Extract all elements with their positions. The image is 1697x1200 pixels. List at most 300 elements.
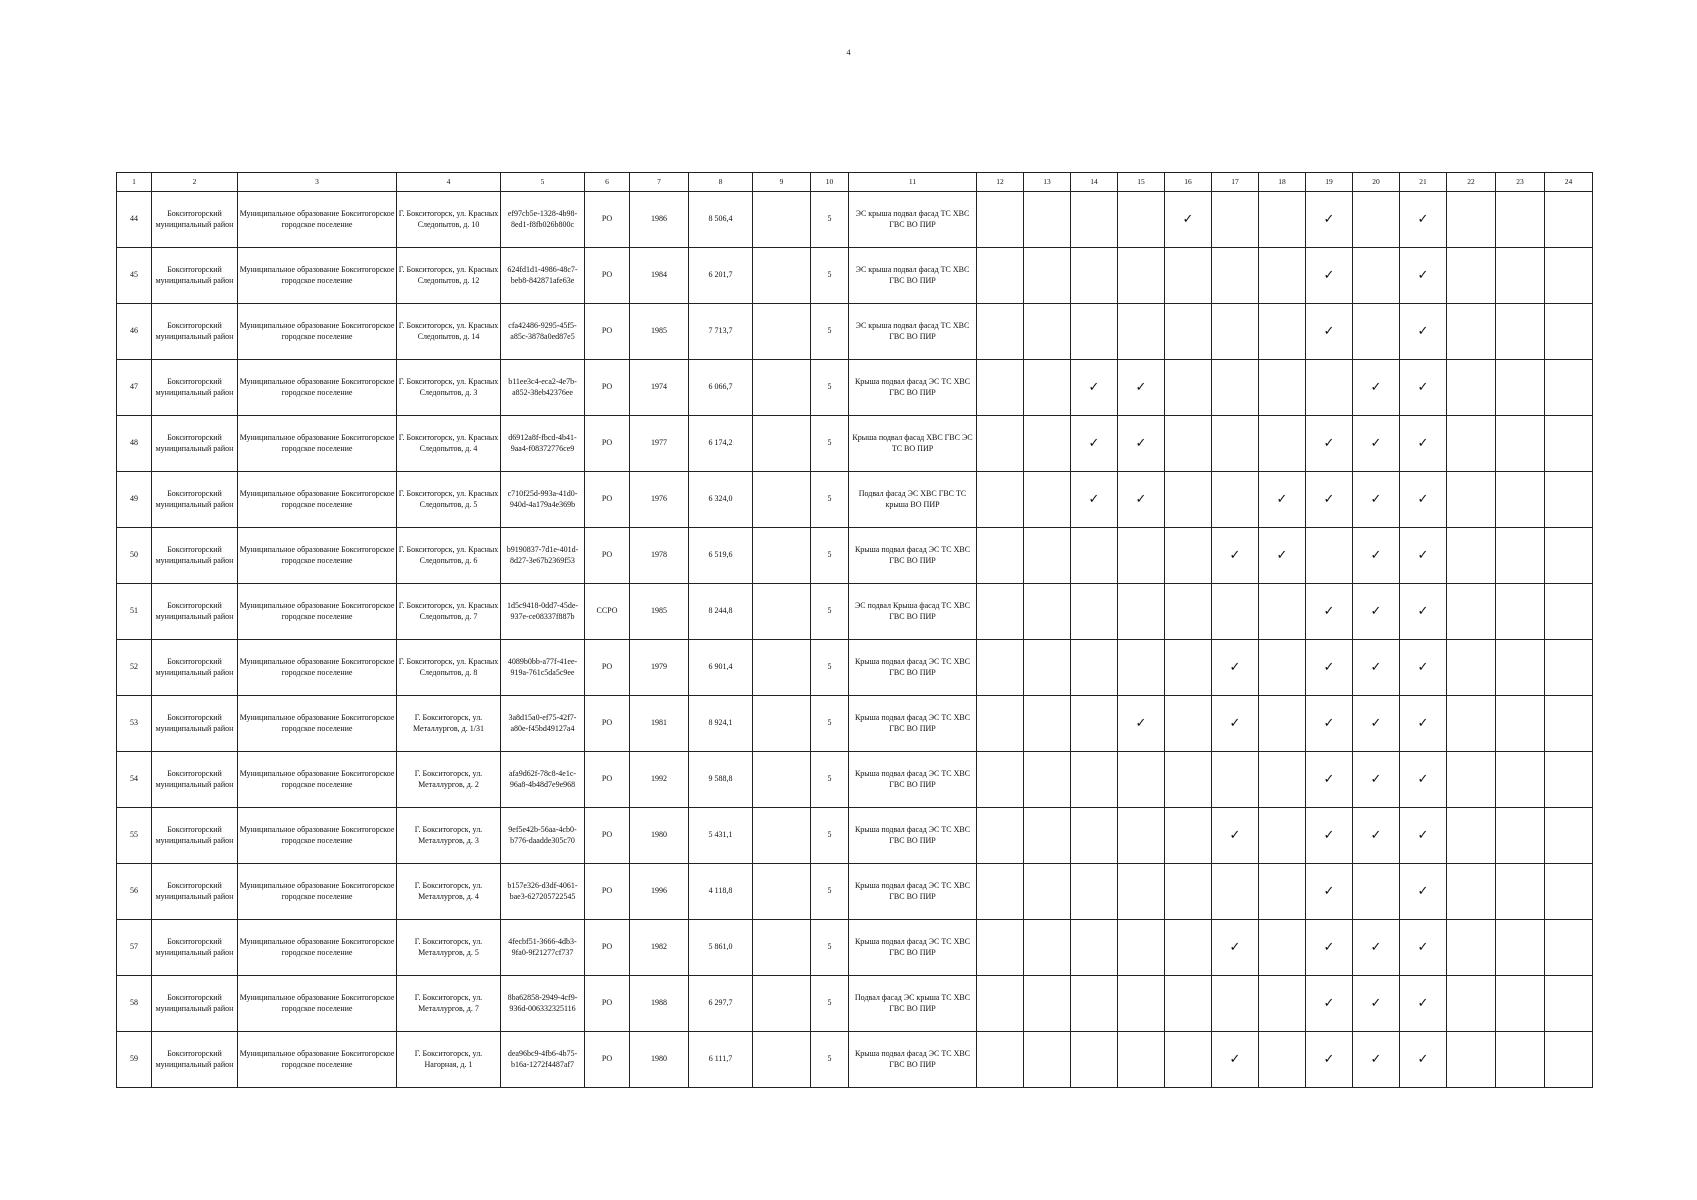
municipality-cell: Муниципальное образование Бокситогорское городское поселение <box>238 472 397 528</box>
check-cell-col-13 <box>1024 248 1071 304</box>
table-row <box>117 696 1593 752</box>
year-cell: 1974 <box>630 360 689 416</box>
check-cell-col-12 <box>977 360 1024 416</box>
check-cell-col-15 <box>1118 808 1165 864</box>
year-cell: 1979 <box>630 640 689 696</box>
check-cell-col-18 <box>1259 416 1306 472</box>
check-cell-col-18 <box>1259 976 1306 1032</box>
check-cell-col-22 <box>1447 696 1496 752</box>
works-cell: Подвал фасад ЭС крыша ТС ХВС ГВС ВО ПИР <box>849 976 977 1032</box>
check-mark-icon: ✓ <box>1323 435 1335 451</box>
check-cell-col-21 <box>1400 640 1447 696</box>
check-cell-col-19 <box>1306 752 1353 808</box>
check-mark-icon: ✓ <box>1229 827 1241 843</box>
check-cell-col-16 <box>1165 248 1212 304</box>
check-mark-icon: ✓ <box>1323 603 1335 619</box>
program-type-cell: РО <box>585 192 630 248</box>
check-cell-col-16 <box>1165 304 1212 360</box>
check-cell-col-16 <box>1165 528 1212 584</box>
works-cell: Крыша подвал фасад ЭС ТС ХВС ГВС ВО ПИР <box>849 864 977 920</box>
check-cell-col-21 <box>1400 192 1447 248</box>
check-cell-col-18 <box>1259 304 1306 360</box>
table-row <box>117 808 1593 864</box>
municipality-cell: Муниципальное образование Бокситогорское городское поселение <box>238 304 397 360</box>
check-mark-icon: ✓ <box>1370 659 1382 675</box>
check-cell-col-12 <box>977 696 1024 752</box>
address-cell: Г. Бокситогорск, ул. Красных Следопытов, д. 7 <box>397 584 501 640</box>
check-cell-col-19 <box>1306 584 1353 640</box>
district-cell: Бокситогорский муниципальный район <box>152 752 238 808</box>
check-cell-col-14 <box>1071 528 1118 584</box>
building-code-cell: d6912a8f-fbcd-4b41-9aa4-f08372776ce9 <box>501 416 585 472</box>
check-cell-col-13 <box>1024 808 1071 864</box>
check-cell-col-13 <box>1024 752 1071 808</box>
check-cell-col-13 <box>1024 528 1071 584</box>
check-cell-col-23 <box>1496 920 1545 976</box>
floors-cell: 5 <box>811 976 849 1032</box>
check-cell-col-14 <box>1071 696 1118 752</box>
year-cell: 1988 <box>630 976 689 1032</box>
check-cell-col-14 <box>1071 976 1118 1032</box>
column-header-8: 8 <box>689 173 753 192</box>
check-cell-col-16 <box>1165 976 1212 1032</box>
check-cell-col-19 <box>1306 472 1353 528</box>
district-cell: Бокситогорский муниципальный район <box>152 640 238 696</box>
floors-cell: 5 <box>811 304 849 360</box>
column-header-11: 11 <box>849 173 977 192</box>
check-cell-col-15 <box>1118 920 1165 976</box>
check-cell-col-18 <box>1259 752 1306 808</box>
municipality-cell: Муниципальное образование Бокситогорское городское поселение <box>238 248 397 304</box>
column-9-cell <box>753 304 811 360</box>
row-number-cell: 46 <box>117 304 152 360</box>
check-cell-col-14 <box>1071 304 1118 360</box>
check-cell-col-16 <box>1165 920 1212 976</box>
year-cell: 1984 <box>630 248 689 304</box>
works-cell: ЭС подвал Крыша фасад ТС ХВС ГВС ВО ПИР <box>849 584 977 640</box>
check-cell-col-17 <box>1212 192 1259 248</box>
address-cell: Г. Бокситогорск, ул. Красных Следопытов, д. 14 <box>397 304 501 360</box>
check-cell-col-22 <box>1447 528 1496 584</box>
check-cell-col-12 <box>977 864 1024 920</box>
column-header-1: 1 <box>117 173 152 192</box>
check-cell-col-13 <box>1024 640 1071 696</box>
check-cell-col-19 <box>1306 864 1353 920</box>
address-cell: Г. Бокситогорск, ул. Красных Следопытов, д. 10 <box>397 192 501 248</box>
district-cell: Бокситогорский муниципальный район <box>152 472 238 528</box>
check-cell-col-21 <box>1400 248 1447 304</box>
building-code-cell: 9ef5e42b-56aa-4cb0-b776-daadde305c70 <box>501 808 585 864</box>
check-cell-col-15 <box>1118 360 1165 416</box>
check-mark-icon: ✓ <box>1417 827 1429 843</box>
check-cell-col-21 <box>1400 584 1447 640</box>
check-mark-icon: ✓ <box>1135 715 1147 731</box>
works-cell: Крыша подвал фасад ЭС ТС ХВС ГВС ВО ПИР <box>849 696 977 752</box>
check-cell-col-23 <box>1496 416 1545 472</box>
check-mark-icon: ✓ <box>1370 715 1382 731</box>
year-cell: 1980 <box>630 808 689 864</box>
building-code-cell: b157e326-d3df-4061-bae3-627205722545 <box>501 864 585 920</box>
building-code-cell: cfa42486-9295-45f5-a85c-3878a0ed87e5 <box>501 304 585 360</box>
check-cell-col-19 <box>1306 976 1353 1032</box>
check-cell-col-20 <box>1353 1032 1400 1088</box>
municipality-cell: Муниципальное образование Бокситогорское городское поселение <box>238 360 397 416</box>
floors-cell: 5 <box>811 752 849 808</box>
check-cell-col-13 <box>1024 1032 1071 1088</box>
check-cell-col-24 <box>1545 472 1593 528</box>
column-9-cell <box>753 584 811 640</box>
check-cell-col-17 <box>1212 696 1259 752</box>
check-mark-icon: ✓ <box>1417 883 1429 899</box>
program-type-cell: РО <box>585 976 630 1032</box>
municipality-cell: Муниципальное образование Бокситогорское городское поселение <box>238 976 397 1032</box>
check-cell-col-20 <box>1353 976 1400 1032</box>
address-cell: Г. Бокситогорск, ул. Красных Следопытов, д. 12 <box>397 248 501 304</box>
area-cell: 5 861,0 <box>689 920 753 976</box>
address-cell: Г. Бокситогорск, ул. Металлургов, д. 1/31 <box>397 696 501 752</box>
check-cell-col-23 <box>1496 696 1545 752</box>
works-cell: Крыша подвал фасад ЭС ТС ХВС ГВС ВО ПИР <box>849 752 977 808</box>
check-cell-col-19 <box>1306 304 1353 360</box>
check-mark-icon: ✓ <box>1182 211 1194 227</box>
municipality-cell: Муниципальное образование Бокситогорское городское поселение <box>238 808 397 864</box>
year-cell: 1996 <box>630 864 689 920</box>
check-cell-col-16 <box>1165 584 1212 640</box>
column-9-cell <box>753 528 811 584</box>
program-type-cell: РО <box>585 696 630 752</box>
row-number-cell: 57 <box>117 920 152 976</box>
floors-cell: 5 <box>811 1032 849 1088</box>
program-type-cell: РО <box>585 528 630 584</box>
check-cell-col-16 <box>1165 416 1212 472</box>
check-cell-col-15 <box>1118 1032 1165 1088</box>
check-cell-col-21 <box>1400 416 1447 472</box>
municipality-cell: Муниципальное образование Бокситогорское городское поселение <box>238 640 397 696</box>
floors-cell: 5 <box>811 416 849 472</box>
address-cell: Г. Бокситогорск, ул. Красных Следопытов, д. 8 <box>397 640 501 696</box>
check-cell-col-20 <box>1353 248 1400 304</box>
municipality-cell: Муниципальное образование Бокситогорское городское поселение <box>238 752 397 808</box>
program-type-cell: РО <box>585 248 630 304</box>
check-cell-col-22 <box>1447 640 1496 696</box>
check-cell-col-13 <box>1024 360 1071 416</box>
check-mark-icon: ✓ <box>1417 1051 1429 1067</box>
check-cell-col-12 <box>977 640 1024 696</box>
check-cell-col-13 <box>1024 696 1071 752</box>
building-code-cell: 4089b0bb-a77f-41ee-919a-761c5da5c9ee <box>501 640 585 696</box>
check-cell-col-14 <box>1071 360 1118 416</box>
check-mark-icon: ✓ <box>1229 1051 1241 1067</box>
check-cell-col-23 <box>1496 304 1545 360</box>
row-number-cell: 59 <box>117 1032 152 1088</box>
check-cell-col-22 <box>1447 360 1496 416</box>
check-mark-icon: ✓ <box>1417 211 1429 227</box>
check-cell-col-17 <box>1212 528 1259 584</box>
table-row <box>117 248 1593 304</box>
check-cell-col-12 <box>977 192 1024 248</box>
check-cell-col-12 <box>977 976 1024 1032</box>
check-mark-icon: ✓ <box>1417 939 1429 955</box>
program-type-cell: РО <box>585 752 630 808</box>
check-cell-col-20 <box>1353 640 1400 696</box>
check-mark-icon: ✓ <box>1088 491 1100 507</box>
works-cell: Крыша подвал фасад ЭС ТС ХВС ГВС ВО ПИР <box>849 360 977 416</box>
works-cell: Крыша подвал фасад ЭС ТС ХВС ГВС ВО ПИР <box>849 920 977 976</box>
building-code-cell: afa9d62f-78c8-4e1c-96a8-4b48d7e9e968 <box>501 752 585 808</box>
address-cell: Г. Бокситогорск, ул. Металлургов, д. 3 <box>397 808 501 864</box>
district-cell: Бокситогорский муниципальный район <box>152 304 238 360</box>
floors-cell: 5 <box>811 472 849 528</box>
table-row <box>117 304 1593 360</box>
floors-cell: 5 <box>811 864 849 920</box>
column-9-cell <box>753 360 811 416</box>
district-cell: Бокситогорский муниципальный район <box>152 976 238 1032</box>
check-mark-icon: ✓ <box>1229 547 1241 563</box>
municipality-cell: Муниципальное образование Бокситогорское городское поселение <box>238 696 397 752</box>
check-cell-col-14 <box>1071 864 1118 920</box>
municipality-cell: Муниципальное образование Бокситогорское городское поселение <box>238 920 397 976</box>
works-cell: Подвал фасад ЭС ХВС ГВС ТС крыша ВО ПИР <box>849 472 977 528</box>
check-cell-col-21 <box>1400 304 1447 360</box>
column-9-cell <box>753 696 811 752</box>
program-type-cell: РО <box>585 360 630 416</box>
check-cell-col-24 <box>1545 976 1593 1032</box>
check-cell-col-15 <box>1118 416 1165 472</box>
area-cell: 6 519,6 <box>689 528 753 584</box>
check-cell-col-23 <box>1496 584 1545 640</box>
check-cell-col-22 <box>1447 976 1496 1032</box>
check-mark-icon: ✓ <box>1417 267 1429 283</box>
check-cell-col-18 <box>1259 472 1306 528</box>
program-type-cell: РО <box>585 640 630 696</box>
check-cell-col-22 <box>1447 192 1496 248</box>
check-cell-col-17 <box>1212 920 1259 976</box>
check-cell-col-17 <box>1212 976 1259 1032</box>
check-mark-icon: ✓ <box>1370 995 1382 1011</box>
check-cell-col-15 <box>1118 640 1165 696</box>
check-mark-icon: ✓ <box>1370 603 1382 619</box>
table-row <box>117 752 1593 808</box>
column-header-10: 10 <box>811 173 849 192</box>
check-mark-icon: ✓ <box>1135 435 1147 451</box>
check-mark-icon: ✓ <box>1323 211 1335 227</box>
check-cell-col-14 <box>1071 248 1118 304</box>
check-cell-col-19 <box>1306 1032 1353 1088</box>
row-number-cell: 51 <box>117 584 152 640</box>
building-code-cell: 3a8d15a0-ef75-42f7-a80e-f45bd49127a4 <box>501 696 585 752</box>
check-mark-icon: ✓ <box>1088 435 1100 451</box>
column-header-9: 9 <box>753 173 811 192</box>
program-type-cell: РО <box>585 864 630 920</box>
check-mark-icon: ✓ <box>1323 491 1335 507</box>
check-cell-col-24 <box>1545 528 1593 584</box>
column-9-cell <box>753 640 811 696</box>
column-header-3: 3 <box>238 173 397 192</box>
check-cell-col-24 <box>1545 248 1593 304</box>
floors-cell: 5 <box>811 920 849 976</box>
column-header-16: 16 <box>1165 173 1212 192</box>
check-cell-col-23 <box>1496 360 1545 416</box>
check-mark-icon: ✓ <box>1370 379 1382 395</box>
check-cell-col-20 <box>1353 584 1400 640</box>
year-cell: 1980 <box>630 1032 689 1088</box>
municipality-cell: Муниципальное образование Бокситогорское городское поселение <box>238 192 397 248</box>
column-9-cell <box>753 192 811 248</box>
table-row <box>117 192 1593 248</box>
check-cell-col-18 <box>1259 640 1306 696</box>
check-mark-icon: ✓ <box>1088 379 1100 395</box>
check-cell-col-12 <box>977 304 1024 360</box>
column-9-cell <box>753 472 811 528</box>
check-cell-col-12 <box>977 920 1024 976</box>
check-cell-col-20 <box>1353 920 1400 976</box>
column-9-cell <box>753 416 811 472</box>
column-header-18: 18 <box>1259 173 1306 192</box>
check-cell-col-18 <box>1259 248 1306 304</box>
check-cell-col-24 <box>1545 360 1593 416</box>
area-cell: 8 506,4 <box>689 192 753 248</box>
area-cell: 5 431,1 <box>689 808 753 864</box>
row-number-cell: 56 <box>117 864 152 920</box>
floors-cell: 5 <box>811 584 849 640</box>
column-header-15: 15 <box>1118 173 1165 192</box>
year-cell: 1982 <box>630 920 689 976</box>
check-cell-col-13 <box>1024 920 1071 976</box>
area-cell: 8 924,1 <box>689 696 753 752</box>
row-number-cell: 48 <box>117 416 152 472</box>
area-cell: 6 901,4 <box>689 640 753 696</box>
row-number-cell: 47 <box>117 360 152 416</box>
district-cell: Бокситогорский муниципальный район <box>152 248 238 304</box>
check-cell-col-15 <box>1118 976 1165 1032</box>
column-header-23: 23 <box>1496 173 1545 192</box>
floors-cell: 5 <box>811 808 849 864</box>
table-row <box>117 864 1593 920</box>
check-cell-col-18 <box>1259 864 1306 920</box>
check-cell-col-21 <box>1400 752 1447 808</box>
check-mark-icon: ✓ <box>1229 715 1241 731</box>
building-code-cell: c710f25d-993a-41d0-940d-4a179a4e369b <box>501 472 585 528</box>
check-cell-col-21 <box>1400 808 1447 864</box>
table-row <box>117 976 1593 1032</box>
check-cell-col-14 <box>1071 808 1118 864</box>
check-cell-col-15 <box>1118 584 1165 640</box>
district-cell: Бокситогорский муниципальный район <box>152 528 238 584</box>
building-code-cell: ef97cb5e-1328-4b98-8ed1-f8fb026b800c <box>501 192 585 248</box>
floors-cell: 5 <box>811 360 849 416</box>
area-cell: 6 297,7 <box>689 976 753 1032</box>
check-cell-col-21 <box>1400 976 1447 1032</box>
check-cell-col-14 <box>1071 1032 1118 1088</box>
check-cell-col-24 <box>1545 864 1593 920</box>
check-mark-icon: ✓ <box>1323 939 1335 955</box>
check-cell-col-24 <box>1545 752 1593 808</box>
check-mark-icon: ✓ <box>1323 715 1335 731</box>
column-header-4: 4 <box>397 173 501 192</box>
check-mark-icon: ✓ <box>1417 491 1429 507</box>
check-cell-col-12 <box>977 528 1024 584</box>
area-cell: 6 174,2 <box>689 416 753 472</box>
check-mark-icon: ✓ <box>1417 547 1429 563</box>
program-type-cell: РО <box>585 304 630 360</box>
row-number-cell: 45 <box>117 248 152 304</box>
check-cell-col-12 <box>977 808 1024 864</box>
row-number-cell: 58 <box>117 976 152 1032</box>
check-cell-col-23 <box>1496 472 1545 528</box>
check-cell-col-15 <box>1118 696 1165 752</box>
check-cell-col-14 <box>1071 920 1118 976</box>
district-cell: Бокситогорский муниципальный район <box>152 416 238 472</box>
check-cell-col-14 <box>1071 752 1118 808</box>
year-cell: 1985 <box>630 304 689 360</box>
year-cell: 1981 <box>630 696 689 752</box>
check-cell-col-22 <box>1447 584 1496 640</box>
check-cell-col-22 <box>1447 752 1496 808</box>
check-cell-col-21 <box>1400 360 1447 416</box>
check-cell-col-16 <box>1165 864 1212 920</box>
check-mark-icon: ✓ <box>1417 659 1429 675</box>
check-mark-icon: ✓ <box>1417 435 1429 451</box>
column-header-19: 19 <box>1306 173 1353 192</box>
check-cell-col-15 <box>1118 304 1165 360</box>
check-cell-col-24 <box>1545 640 1593 696</box>
check-mark-icon: ✓ <box>1417 603 1429 619</box>
check-cell-col-13 <box>1024 584 1071 640</box>
check-cell-col-20 <box>1353 416 1400 472</box>
row-number-cell: 53 <box>117 696 152 752</box>
area-cell: 8 244,8 <box>689 584 753 640</box>
year-cell: 1978 <box>630 528 689 584</box>
column-9-cell <box>753 920 811 976</box>
check-cell-col-22 <box>1447 248 1496 304</box>
check-cell-col-22 <box>1447 864 1496 920</box>
check-cell-col-12 <box>977 752 1024 808</box>
column-9-cell <box>753 752 811 808</box>
check-cell-col-13 <box>1024 304 1071 360</box>
year-cell: 1985 <box>630 584 689 640</box>
check-cell-col-20 <box>1353 696 1400 752</box>
check-cell-col-17 <box>1212 248 1259 304</box>
check-mark-icon: ✓ <box>1229 659 1241 675</box>
check-cell-col-20 <box>1353 864 1400 920</box>
check-cell-col-19 <box>1306 248 1353 304</box>
area-cell: 6 111,7 <box>689 1032 753 1088</box>
district-cell: Бокситогорский муниципальный район <box>152 920 238 976</box>
check-cell-col-23 <box>1496 808 1545 864</box>
table-row <box>117 416 1593 472</box>
column-header-20: 20 <box>1353 173 1400 192</box>
building-code-cell: b9190837-7d1e-401d-8d27-3e67b2369f53 <box>501 528 585 584</box>
check-cell-col-14 <box>1071 584 1118 640</box>
check-cell-col-20 <box>1353 192 1400 248</box>
check-mark-icon: ✓ <box>1323 323 1335 339</box>
check-mark-icon: ✓ <box>1370 491 1382 507</box>
check-cell-col-17 <box>1212 752 1259 808</box>
check-cell-col-13 <box>1024 864 1071 920</box>
building-code-cell: b11ee3c4-eca2-4e7b-a852-38eb42376ee <box>501 360 585 416</box>
column-9-cell <box>753 808 811 864</box>
check-cell-col-15 <box>1118 248 1165 304</box>
column-header-7: 7 <box>630 173 689 192</box>
table-body <box>117 192 1593 1088</box>
district-cell: Бокситогорский муниципальный район <box>152 584 238 640</box>
check-cell-col-12 <box>977 248 1024 304</box>
column-9-cell <box>753 864 811 920</box>
check-cell-col-24 <box>1545 192 1593 248</box>
building-code-cell: 8ba62858-2949-4cf9-936d-006332325116 <box>501 976 585 1032</box>
check-cell-col-18 <box>1259 808 1306 864</box>
check-cell-col-24 <box>1545 920 1593 976</box>
